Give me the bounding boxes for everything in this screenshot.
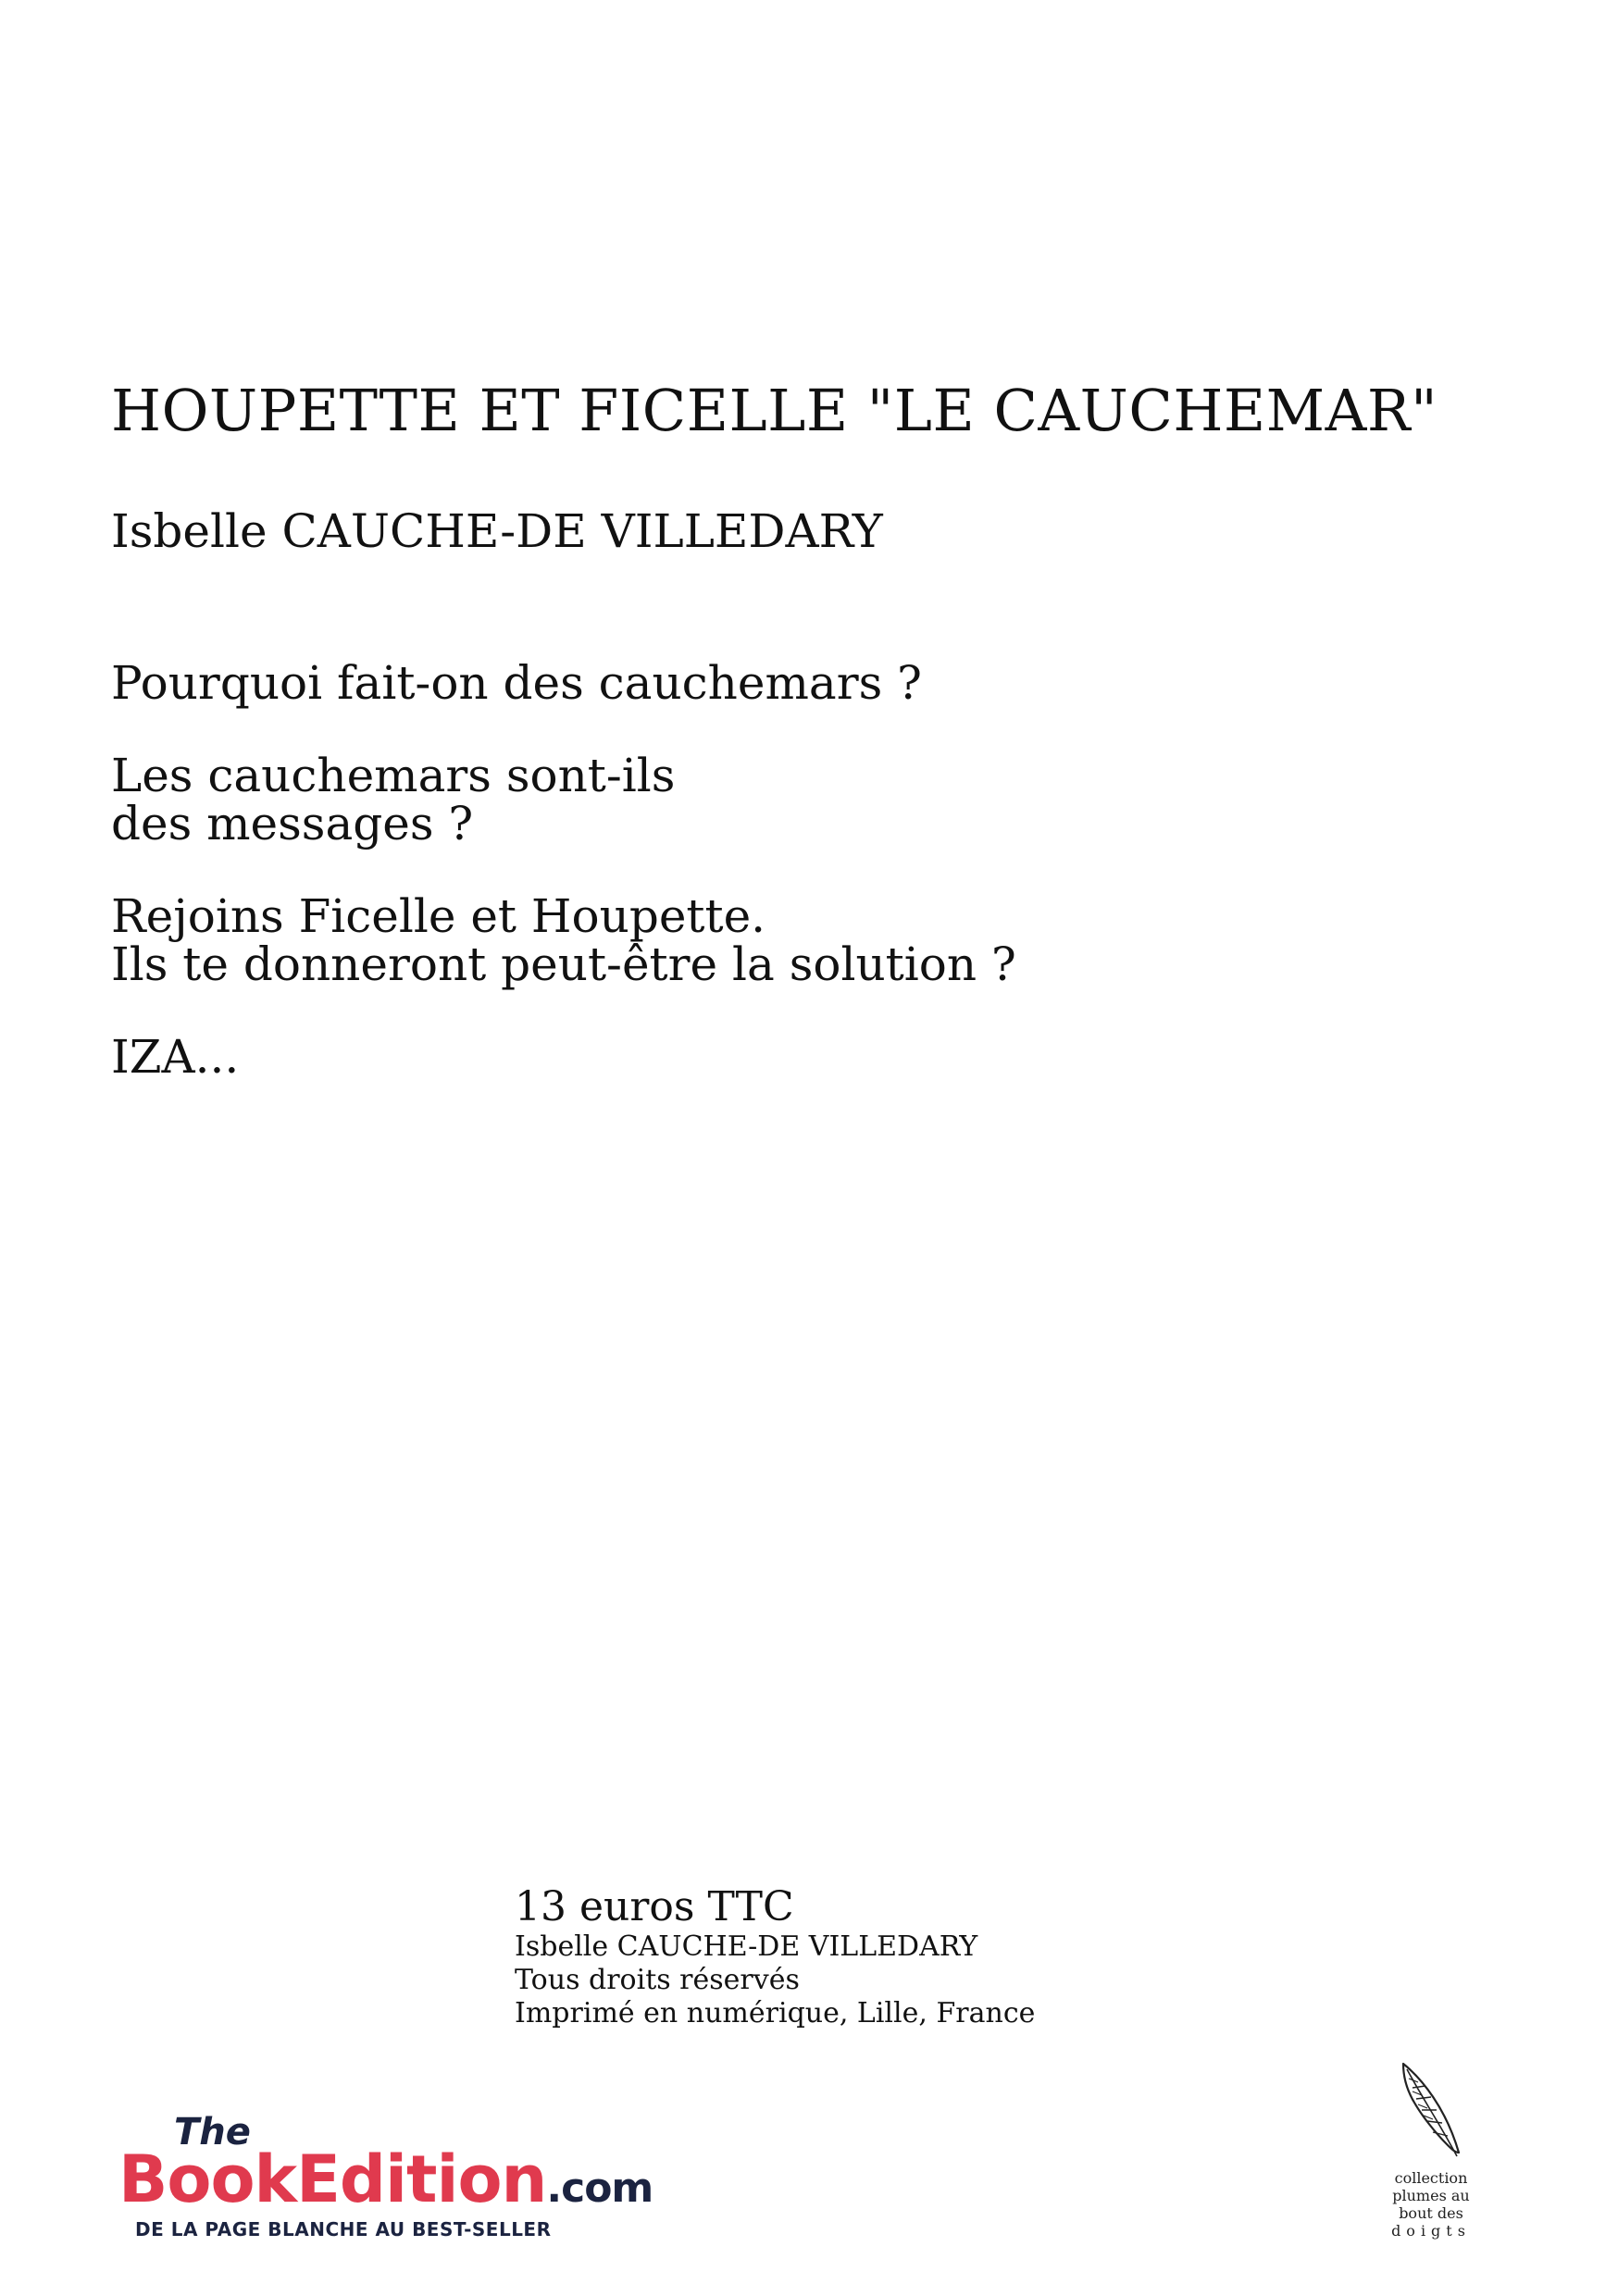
- blurb-line: Rejoins Ficelle et Houpette.: [111, 889, 766, 943]
- back-cover-blurb: [111, 656, 1016, 1125]
- collection-line: bout des: [1399, 2204, 1463, 2222]
- collection-line: collection: [1394, 2169, 1468, 2187]
- book-title: HOUPETTE ET FICELLE "LE CAUCHEMAR": [111, 377, 1438, 444]
- colophon-author: Isbelle CAUCHE-DE VILLEDARY: [515, 1930, 978, 1963]
- blurb-paragraph: [111, 1030, 1016, 1084]
- blurb-line: Pourquoi fait-on des cauchemars ?: [111, 656, 922, 710]
- blurb-paragraph: [111, 656, 1016, 710]
- blurb-line: des messages ?: [111, 797, 474, 850]
- collection-line: plumes au: [1392, 2187, 1470, 2204]
- logo-tagline: DE LA PAGE BLANCHE AU BEST-SELLER: [135, 2218, 552, 2240]
- colophon: [515, 1884, 1035, 2030]
- blurb-paragraph: [111, 889, 1016, 991]
- print-notice: Imprimé en numérique, Lille, France: [515, 1997, 1036, 2029]
- blurb-line: Les cauchemars sont-ils: [111, 749, 676, 802]
- logo-brand-name: BookEdition: [118, 2141, 547, 2217]
- blurb-signature: IZA...: [111, 1030, 240, 1084]
- logo-brand: [118, 2143, 653, 2225]
- feather-icon: [1394, 2060, 1468, 2162]
- blurb-line: Ils te donneront peut-être la solution ?: [111, 937, 1016, 991]
- copyright-notice: Tous droits réservés: [515, 1964, 800, 1996]
- logo-the: The: [174, 2111, 251, 2153]
- publisher-logo: [118, 2111, 655, 2243]
- logo-domain: .com: [546, 2165, 653, 2212]
- collection-mark: [1385, 2060, 1477, 2240]
- book-author: Isbelle CAUCHE-DE VILLEDARY: [111, 504, 883, 558]
- collection-line: doigts: [1391, 2222, 1471, 2240]
- collection-label: [1385, 2169, 1477, 2240]
- blurb-paragraph: [111, 751, 1016, 848]
- price: 13 euros TTC: [515, 1883, 794, 1930]
